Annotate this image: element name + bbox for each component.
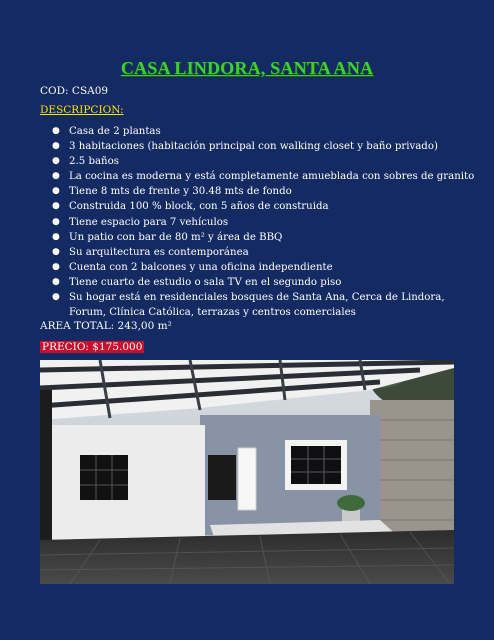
list-item [52,154,477,169]
bullet-icon: ● [52,231,60,242]
house-photo [40,360,454,584]
feature-text: Tiene 8 mts de frente y 30.48 mts de fondo [69,186,292,198]
bullet-icon: ● [52,126,60,136]
description-label: DESCRIPCION: [40,104,124,116]
list-item [52,245,477,260]
feature-text: Un patio con bar de 80 m² y área de BBQ [69,231,283,243]
bullet-icon: ● [52,171,60,182]
house-illustration [40,360,454,584]
list-item [52,169,477,184]
page-title: CASA LINDORA, SANTA ANA [120,58,374,78]
list-item [52,139,477,154]
features-list [52,124,477,320]
feature-text: Cuenta con 2 balcones y una oficina independiente [69,261,333,273]
feature-text: Su arquitectura es contemporánea [69,246,249,258]
list-item [52,230,477,245]
feature-text: 2.5 baños [69,156,119,168]
bullet-icon: ● [52,292,60,303]
property-code: COD: CSA09 [40,85,109,97]
feature-text: La cocina es moderna y está completamente amueblada con sobres de granito [69,171,475,183]
bullet-icon: ● [52,276,60,287]
price-label: PRECIO: $175.000 [42,341,143,353]
total-area: AREA TOTAL: 243,00 m² [40,320,172,332]
bullet-icon: ● [52,216,60,227]
list-item [52,290,477,320]
bullet-icon: ● [52,156,60,167]
feature-text: Casa de 2 plantas [69,126,161,137]
bullet-icon: ● [52,186,60,197]
list-item [52,215,477,230]
bullet-icon: ● [52,246,60,257]
bullet-icon: ● [52,261,60,272]
feature-text: Construida 100 % block, con 5 años de construida [69,201,329,213]
feature-text: Tiene cuarto de estudio o sala TV en el segundo piso [69,276,342,288]
feature-text: 3 habitaciones (habitación principal con walking closet y baño privado) [69,141,438,153]
feature-text: Tiene espacio para 7 vehículos [69,216,229,228]
list-item [52,124,477,139]
feature-text: Su hogar está en residenciales bosques de Santa Ana, Cerca de Lindora, Forum, Clínica Católica, terrazas y centros comerciales [69,292,445,319]
list-item [52,275,477,290]
list-item [52,184,477,199]
list-item [52,260,477,275]
bullet-icon: ● [52,141,60,152]
list-item [52,199,477,214]
bullet-icon: ● [52,201,60,212]
